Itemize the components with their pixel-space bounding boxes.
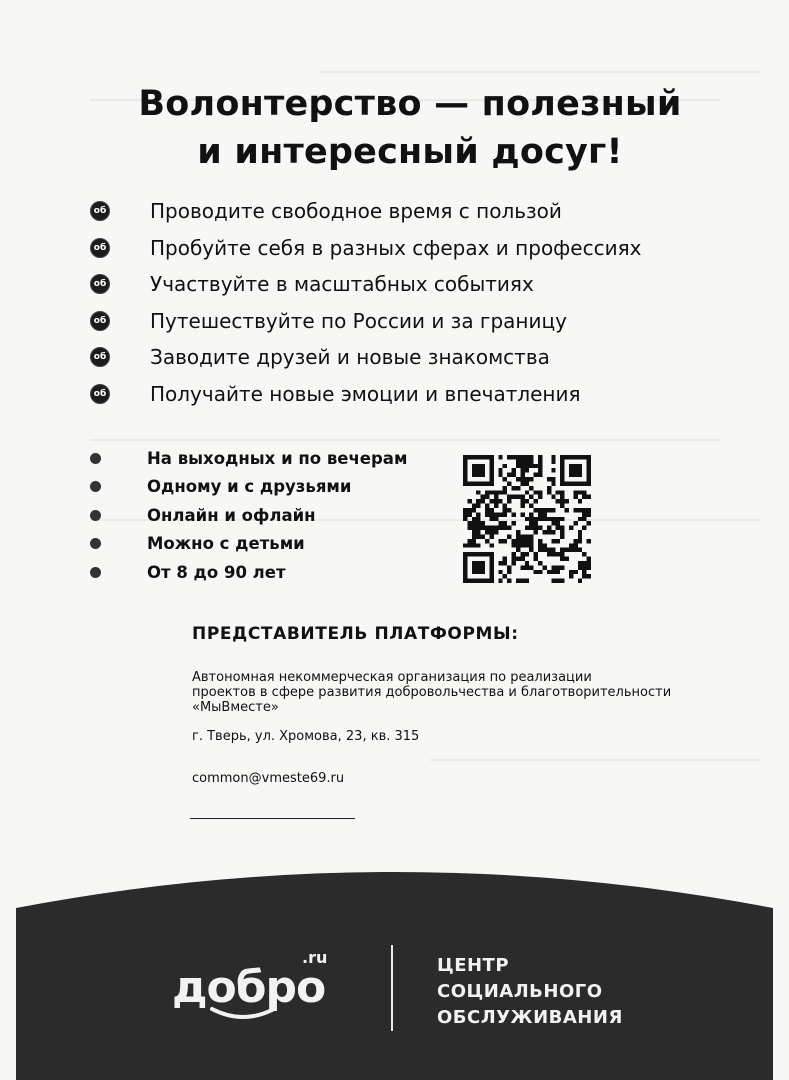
bullet-dot-icon [90,567,101,578]
organization-address: г. Тверь, ул. Хромова, 23, кв. 315 [192,729,420,744]
dobro-logo-text: добро [172,962,326,1013]
org-line-2: проектов в сфере развития добровольчества и благотворительности [192,685,672,700]
qr-finder-pattern [560,455,591,486]
title-line-2: и интересный досуг! [197,132,623,172]
benefit-text: Пробуйте себя в разных сферах и профессиях [150,235,642,260]
benefit-text: Получайте новые эмоции и впечатления [150,381,581,406]
center-name-line-3: ОБСЛУЖИВАНИЯ [437,1007,623,1028]
dobro-badge-icon: об [90,311,110,331]
feature-item [90,501,430,530]
footer-banner-shape [16,872,773,1080]
bullet-dot-icon [90,481,101,492]
dobro-badge-icon: об [90,274,110,294]
org-line-3: «МыВместе» [192,700,279,715]
features-list [90,444,430,587]
feature-item [90,530,430,559]
qr-code-icon[interactable] [461,455,593,583]
benefit-text: Участвуйте в масштабных событиях [150,272,534,297]
dobro-logo-suffix: .ru [302,948,328,967]
benefits-list [90,193,730,412]
center-name [437,953,623,1031]
qr-finder-pattern [463,552,494,583]
benefit-item [90,376,730,413]
org-line-1: Автономная некоммерческая организация по реализации [192,670,592,685]
center-name-line-2: СОЦИАЛЬНОГО [437,981,603,1002]
dobro-smile-icon [208,1005,278,1021]
footer-banner [16,872,773,1080]
bullet-dot-icon [90,538,101,549]
feature-text: Онлайн и офлайн [147,505,316,525]
feature-text: Одному и с друзьями [147,477,352,497]
organization-name [192,670,712,715]
benefit-text: Проводите свободное время с пользой [150,199,562,224]
feature-text: От 8 до 90 лет [147,562,286,582]
signature-line [190,818,355,819]
feature-item [90,558,430,587]
qr-finder-pattern [463,455,494,486]
benefit-item [90,339,730,376]
dobro-badge-icon: об [90,238,110,258]
benefit-text: Путешествуйте по России и за границу [150,308,567,333]
title-line-1: Волонтерство — полезный [138,84,682,124]
benefit-item [90,193,730,230]
feature-text: Можно с детьми [147,534,305,554]
bullet-dot-icon [90,510,101,521]
feature-item [90,444,430,473]
benefit-text: Заводите друзей и новые знакомства [150,345,550,370]
page-title [60,80,760,176]
representative-heading: ПРЕДСТАВИТЕЛЬ ПЛАТФОРМЫ: [192,624,519,644]
benefit-item [90,303,730,340]
bullet-dot-icon [90,453,101,464]
benefit-item [90,266,730,303]
dobro-badge-icon: об [90,384,110,404]
feature-text: На выходных и по вечерам [147,448,408,468]
dobro-badge-icon: об [90,347,110,367]
dobro-badge-icon: об [90,201,110,221]
benefit-item [90,230,730,267]
contact-email[interactable]: common@vmeste69.ru [192,771,345,786]
center-name-line-1: ЦЕНТР [437,955,510,976]
feature-item [90,473,430,502]
footer-divider [391,945,393,1031]
